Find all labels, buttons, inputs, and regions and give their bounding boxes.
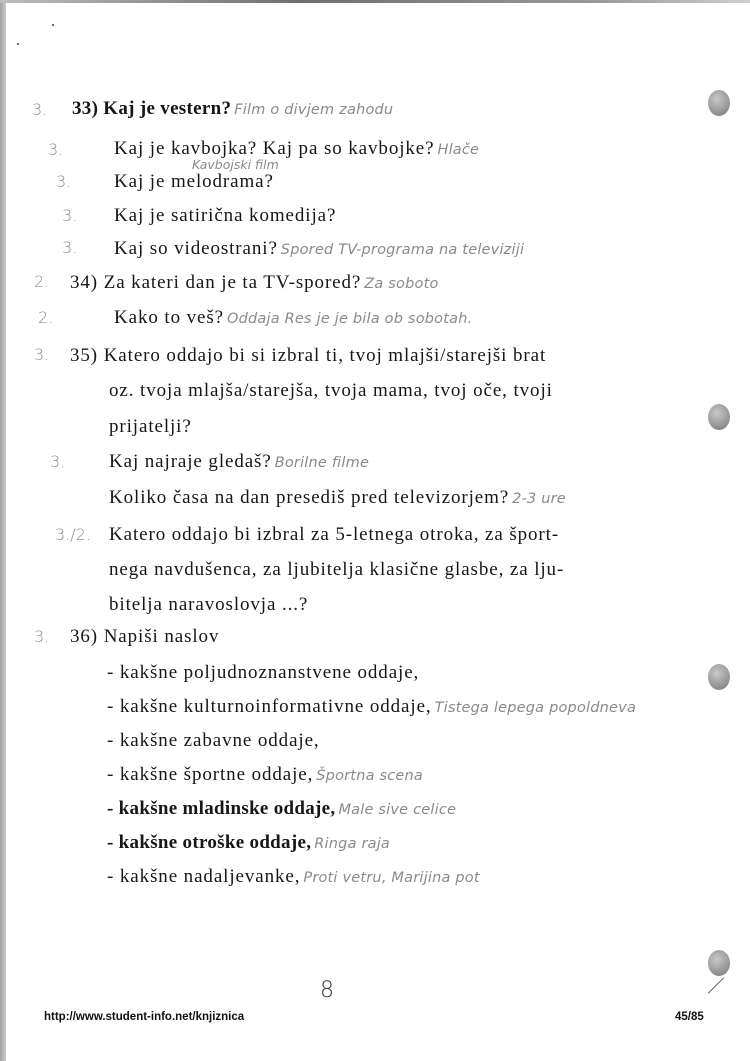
title-item-label: - kakšne zabavne oddaje, <box>107 730 320 751</box>
title-item-label: - kakšne poljudnoznanstvene oddaje, <box>107 662 420 683</box>
question-number: 34) <box>70 272 99 293</box>
handwritten-answer: Film o divjem zahodu <box>234 102 394 118</box>
handwritten-answer: Proti vetru, Marijina pot <box>303 870 480 886</box>
question-36 <box>70 626 219 648</box>
question-text: Koliko časa na dan presediš pred televizorjem? <box>109 487 510 508</box>
question-koliko-casa <box>109 487 566 509</box>
grade-mark: 3. <box>32 100 48 119</box>
title-item <box>107 798 456 820</box>
handwritten-answer: Male sive celice <box>338 802 457 818</box>
grade-mark: 3. <box>62 206 78 225</box>
title-item <box>107 832 390 854</box>
question-text: Kaj je vestern? <box>103 98 232 119</box>
grade-mark: 3. <box>34 627 50 646</box>
handwritten-answer: Za soboto <box>364 276 439 292</box>
question-text: Za kateri dan je ta TV-spored? <box>103 272 362 293</box>
question-line: prijatelji? <box>109 416 192 437</box>
question-satiricna <box>114 205 336 227</box>
footer-url[interactable]: http://www.student-info.net/knjiznica <box>44 1011 245 1023</box>
question-line: oz. tvoja mlajša/starejša, tvoja mama, tvoj oče, tvoji <box>109 380 553 401</box>
question-line: Katero oddajo bi si izbral ti, tvoj mlajši/starejši brat <box>103 345 547 366</box>
title-item-label: - kakšne kulturnoinformativne oddaje, <box>107 696 432 717</box>
question-text: Kaj najraje gledaš? <box>109 451 272 472</box>
question-line: bitelja naravoslovja ...? <box>109 594 309 615</box>
handwritten-answer: Ringa raja <box>314 836 391 852</box>
question-35 <box>70 345 546 367</box>
question-number: 33) <box>72 98 99 119</box>
scan-speck <box>17 43 19 45</box>
question-line: nega navdušenca, za ljubitelja klasične glasbe, za lju- <box>109 559 565 580</box>
handwritten-answer: Hlače <box>437 142 480 158</box>
title-item-label: - kakšne športne oddaje, <box>107 764 314 785</box>
scan-top-edge <box>0 0 750 3</box>
handwritten-page-number: 8 <box>320 978 334 1003</box>
grade-mark: 3. <box>34 345 50 364</box>
title-item <box>107 764 423 786</box>
footer-page-count: 45/85 <box>675 1011 704 1023</box>
question-text: Napiši naslov <box>103 626 220 647</box>
handwritten-answer: Tistega lepega popoldneva <box>434 700 637 716</box>
question-najraje <box>109 451 369 473</box>
question-videostrani <box>114 238 524 260</box>
handwritten-answer: Spored TV-programa na televiziji <box>280 242 525 258</box>
handwritten-answer: Borilne filme <box>274 455 370 471</box>
question-text: Kaj je kavbojka? Kaj pa so kavbojke? <box>114 138 435 159</box>
question-kavbojka <box>114 138 479 160</box>
grade-mark: 3. <box>50 452 66 471</box>
question-kako-ves <box>114 307 472 329</box>
title-item <box>107 730 323 752</box>
question-number: 36) <box>70 626 99 647</box>
question-melodrama <box>114 171 274 193</box>
handwritten-answer: Oddaja Res je je bila ob sobotah. <box>227 311 473 327</box>
grade-mark: 3. <box>48 140 64 159</box>
punch-hole <box>708 664 730 690</box>
title-item-label: - kakšne mladinske oddaje, <box>107 798 336 819</box>
title-item <box>107 662 422 684</box>
scan-left-edge <box>0 0 6 1061</box>
question-text: Kaj je melodrama? <box>114 171 274 192</box>
question-number: 35) <box>70 345 99 366</box>
grade-mark: 3./2. <box>55 525 91 544</box>
title-item-label: - kakšne otroške oddaje, <box>107 832 312 853</box>
punch-hole <box>708 950 730 976</box>
title-item <box>107 866 480 888</box>
question-text: Kaj so videostrani? <box>114 238 278 259</box>
question-text: Kaj je satirična komedija? <box>114 205 337 226</box>
pen-mark <box>708 977 724 993</box>
grade-mark: 2. <box>38 308 54 327</box>
question-33 <box>72 98 393 120</box>
handwritten-sub-answer: Kavbojski film <box>192 157 279 172</box>
title-item-label: - kakšne nadaljevanke, <box>107 866 301 887</box>
handwritten-answer: Športna scena <box>316 768 423 784</box>
punch-hole <box>708 404 730 430</box>
grade-mark: 2. <box>34 272 50 291</box>
question-34 <box>70 272 439 294</box>
punch-hole <box>708 90 730 116</box>
question-text: Kako to veš? <box>114 307 224 328</box>
grade-mark: 3. <box>56 172 72 191</box>
question-line: Katero oddajo bi izbral za 5-letnega otroka, za šport- <box>109 524 560 545</box>
grade-mark: 3. <box>62 238 78 257</box>
scan-speck <box>52 24 54 26</box>
handwritten-answer: 2-3 ure <box>512 491 566 507</box>
title-item <box>107 696 636 718</box>
